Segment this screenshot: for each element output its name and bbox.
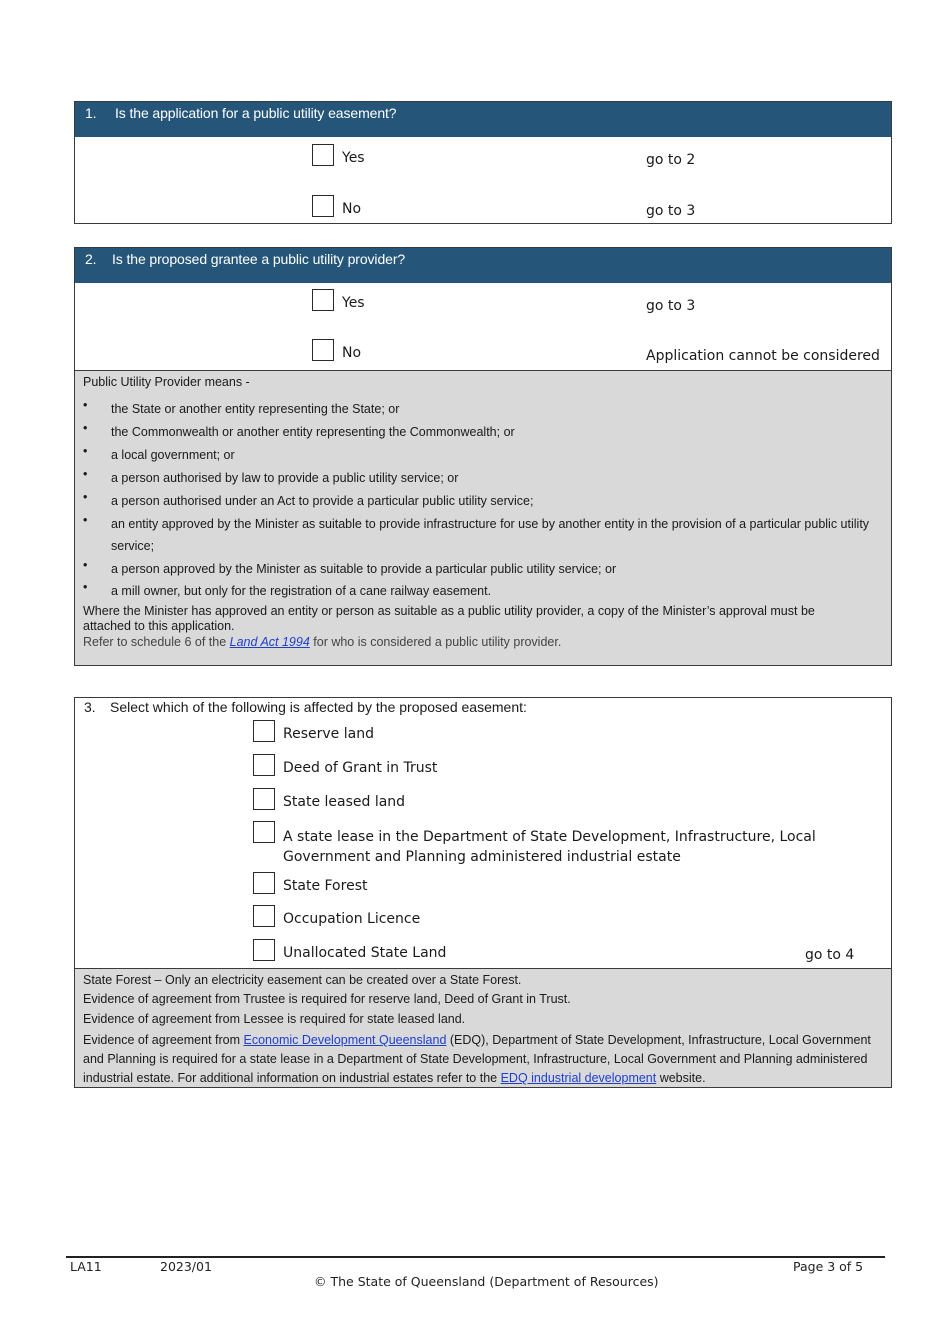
q1-yes-checkbox[interactable] (312, 144, 334, 166)
q1-yes-label: Yes (342, 150, 365, 166)
note-state-forest: State Forest – Only an electricity easement can be created over a State Forest. (83, 973, 522, 987)
note-lessee: Evidence of agreement from Lessee is required for state leased land. (83, 1012, 466, 1026)
occupation-licence-label: Occupation Licence (283, 911, 421, 927)
q1-option-no[interactable] (312, 195, 361, 217)
q3-option-state-leased-land[interactable] (253, 788, 405, 810)
question-1-header (75, 102, 891, 137)
state-forest-checkbox[interactable] (253, 872, 275, 894)
public-utility-provider-note: Public Utility Provider means - • the State or another entity representing the State; or • the Commonwealth or another entity representing the Commonwealth; or • a local government; or • a person authorised by law to provide a public utility service; or • a person authorised under an Act to provide a particular public utility service; • an entity approved by the Minister as suitable to provide infrastructure for use by another entity in the provision of a particular public utility service; • a person approved by the Minister as suitable to provide a particular public utility service; or • a mill owner, but only for the registration of a cane railway easement. Where the Minister has approved an entity or person as suitable as a public utility provider, a copy of the Minister’s approval must be attached to this application. Refer to schedule 6 of the Land Act 1994 for who is considered a public utility provider. (75, 370, 891, 665)
q2-option-no[interactable] (312, 339, 361, 361)
question-3-text: Select which of the following is affected by the proposed easement: (110, 699, 527, 715)
land-act-link[interactable]: Land Act 1994 (229, 635, 310, 649)
question-2-section (74, 247, 892, 666)
reserve-land-checkbox[interactable] (253, 720, 275, 742)
q3-option-unallocated-state-land[interactable] (253, 939, 446, 961)
reserve-land-label: Reserve land (283, 726, 374, 742)
q1-no-checkbox[interactable] (312, 195, 334, 217)
deed-of-grant-checkbox[interactable] (253, 754, 275, 776)
deed-of-grant-label: Deed of Grant in Trust (283, 760, 438, 776)
question-3-section (74, 697, 892, 1088)
note-title: Public Utility Provider means - (83, 375, 250, 389)
footer-page-number: Page 3 of 5 (793, 1259, 864, 1274)
state-leased-land-label: State leased land (283, 794, 406, 810)
q2-no-goto: Application cannot be considered (646, 348, 880, 364)
footer-version: 2023/01 (160, 1259, 212, 1274)
occupation-licence-checkbox[interactable] (253, 905, 275, 927)
q3-goto: go to 4 (805, 947, 855, 963)
edq-industrial-development-link[interactable]: EDQ industrial development (500, 1071, 657, 1085)
question-2-header (75, 248, 891, 283)
question-1-section (74, 101, 892, 224)
question-3-header (84, 699, 527, 715)
q2-yes-label: Yes (342, 295, 365, 311)
unallocated-state-land-label: Unallocated State Land (283, 945, 447, 961)
q3-option-state-lease-industrial[interactable] (253, 821, 853, 867)
q1-no-goto: go to 3 (646, 203, 696, 219)
note-edq: Evidence of agreement from Economic Development Queensland (EDQ), Department of State Development, Infrastructure, Local Government and Planning is required for a state lease in a Department of State Development, Infrastructure, Local Government and Planning administered industrial estate. For additional information on industrial estates refer to the EDQ industrial development website. (83, 1033, 871, 1085)
state-lease-industrial-checkbox[interactable] (253, 821, 275, 843)
q1-yes-goto: go to 2 (646, 152, 696, 168)
note-trustee: Evidence of agreement from Trustee is required for reserve land, Deed of Grant in Trust. (83, 992, 571, 1006)
approval-note: Where the Minister has approved an entity or person as suitable as a public utility provider, a copy of the Minister’s approval must be attached to this application. (83, 604, 815, 633)
question-2-text: Is the proposed grantee a public utility provider? (112, 251, 406, 267)
q3-option-state-forest[interactable] (253, 872, 367, 894)
q1-option-yes[interactable] (312, 144, 365, 166)
unallocated-state-land-checkbox[interactable] (253, 939, 275, 961)
q3-option-deed-of-grant[interactable] (253, 754, 437, 776)
state-lease-industrial-label: A state lease in the Department of State Development, Infrastructure, Local Government and Planning administered industrial estate (283, 829, 816, 865)
question-3-notes (75, 968, 891, 1087)
q2-option-yes[interactable] (312, 289, 365, 311)
state-leased-land-checkbox[interactable] (253, 788, 275, 810)
q2-yes-goto: go to 3 (646, 298, 696, 314)
q3-option-occupation-licence[interactable] (253, 905, 420, 927)
refer-note: Refer to schedule 6 of the Land Act 1994 for who is considered a public utility provider. (83, 635, 562, 649)
q2-yes-checkbox[interactable] (312, 289, 334, 311)
q2-no-checkbox[interactable] (312, 339, 334, 361)
q1-no-label: No (342, 201, 362, 217)
question-3-number: 3. (84, 699, 96, 715)
footer-copyright: © The State of Queensland (Department of Resources) (314, 1274, 659, 1289)
q3-option-reserve-land[interactable] (253, 720, 374, 742)
question-1-text: Is the application for a public utility easement? (115, 105, 397, 121)
question-1-number: 1. (85, 105, 97, 121)
footer-form-code: LA11 (70, 1259, 102, 1274)
question-2-number: 2. (85, 251, 97, 267)
state-forest-label: State Forest (283, 878, 368, 894)
footer-divider (66, 1256, 885, 1258)
edq-link[interactable]: Economic Development Queensland (243, 1033, 447, 1047)
q2-no-label: No (342, 345, 362, 361)
